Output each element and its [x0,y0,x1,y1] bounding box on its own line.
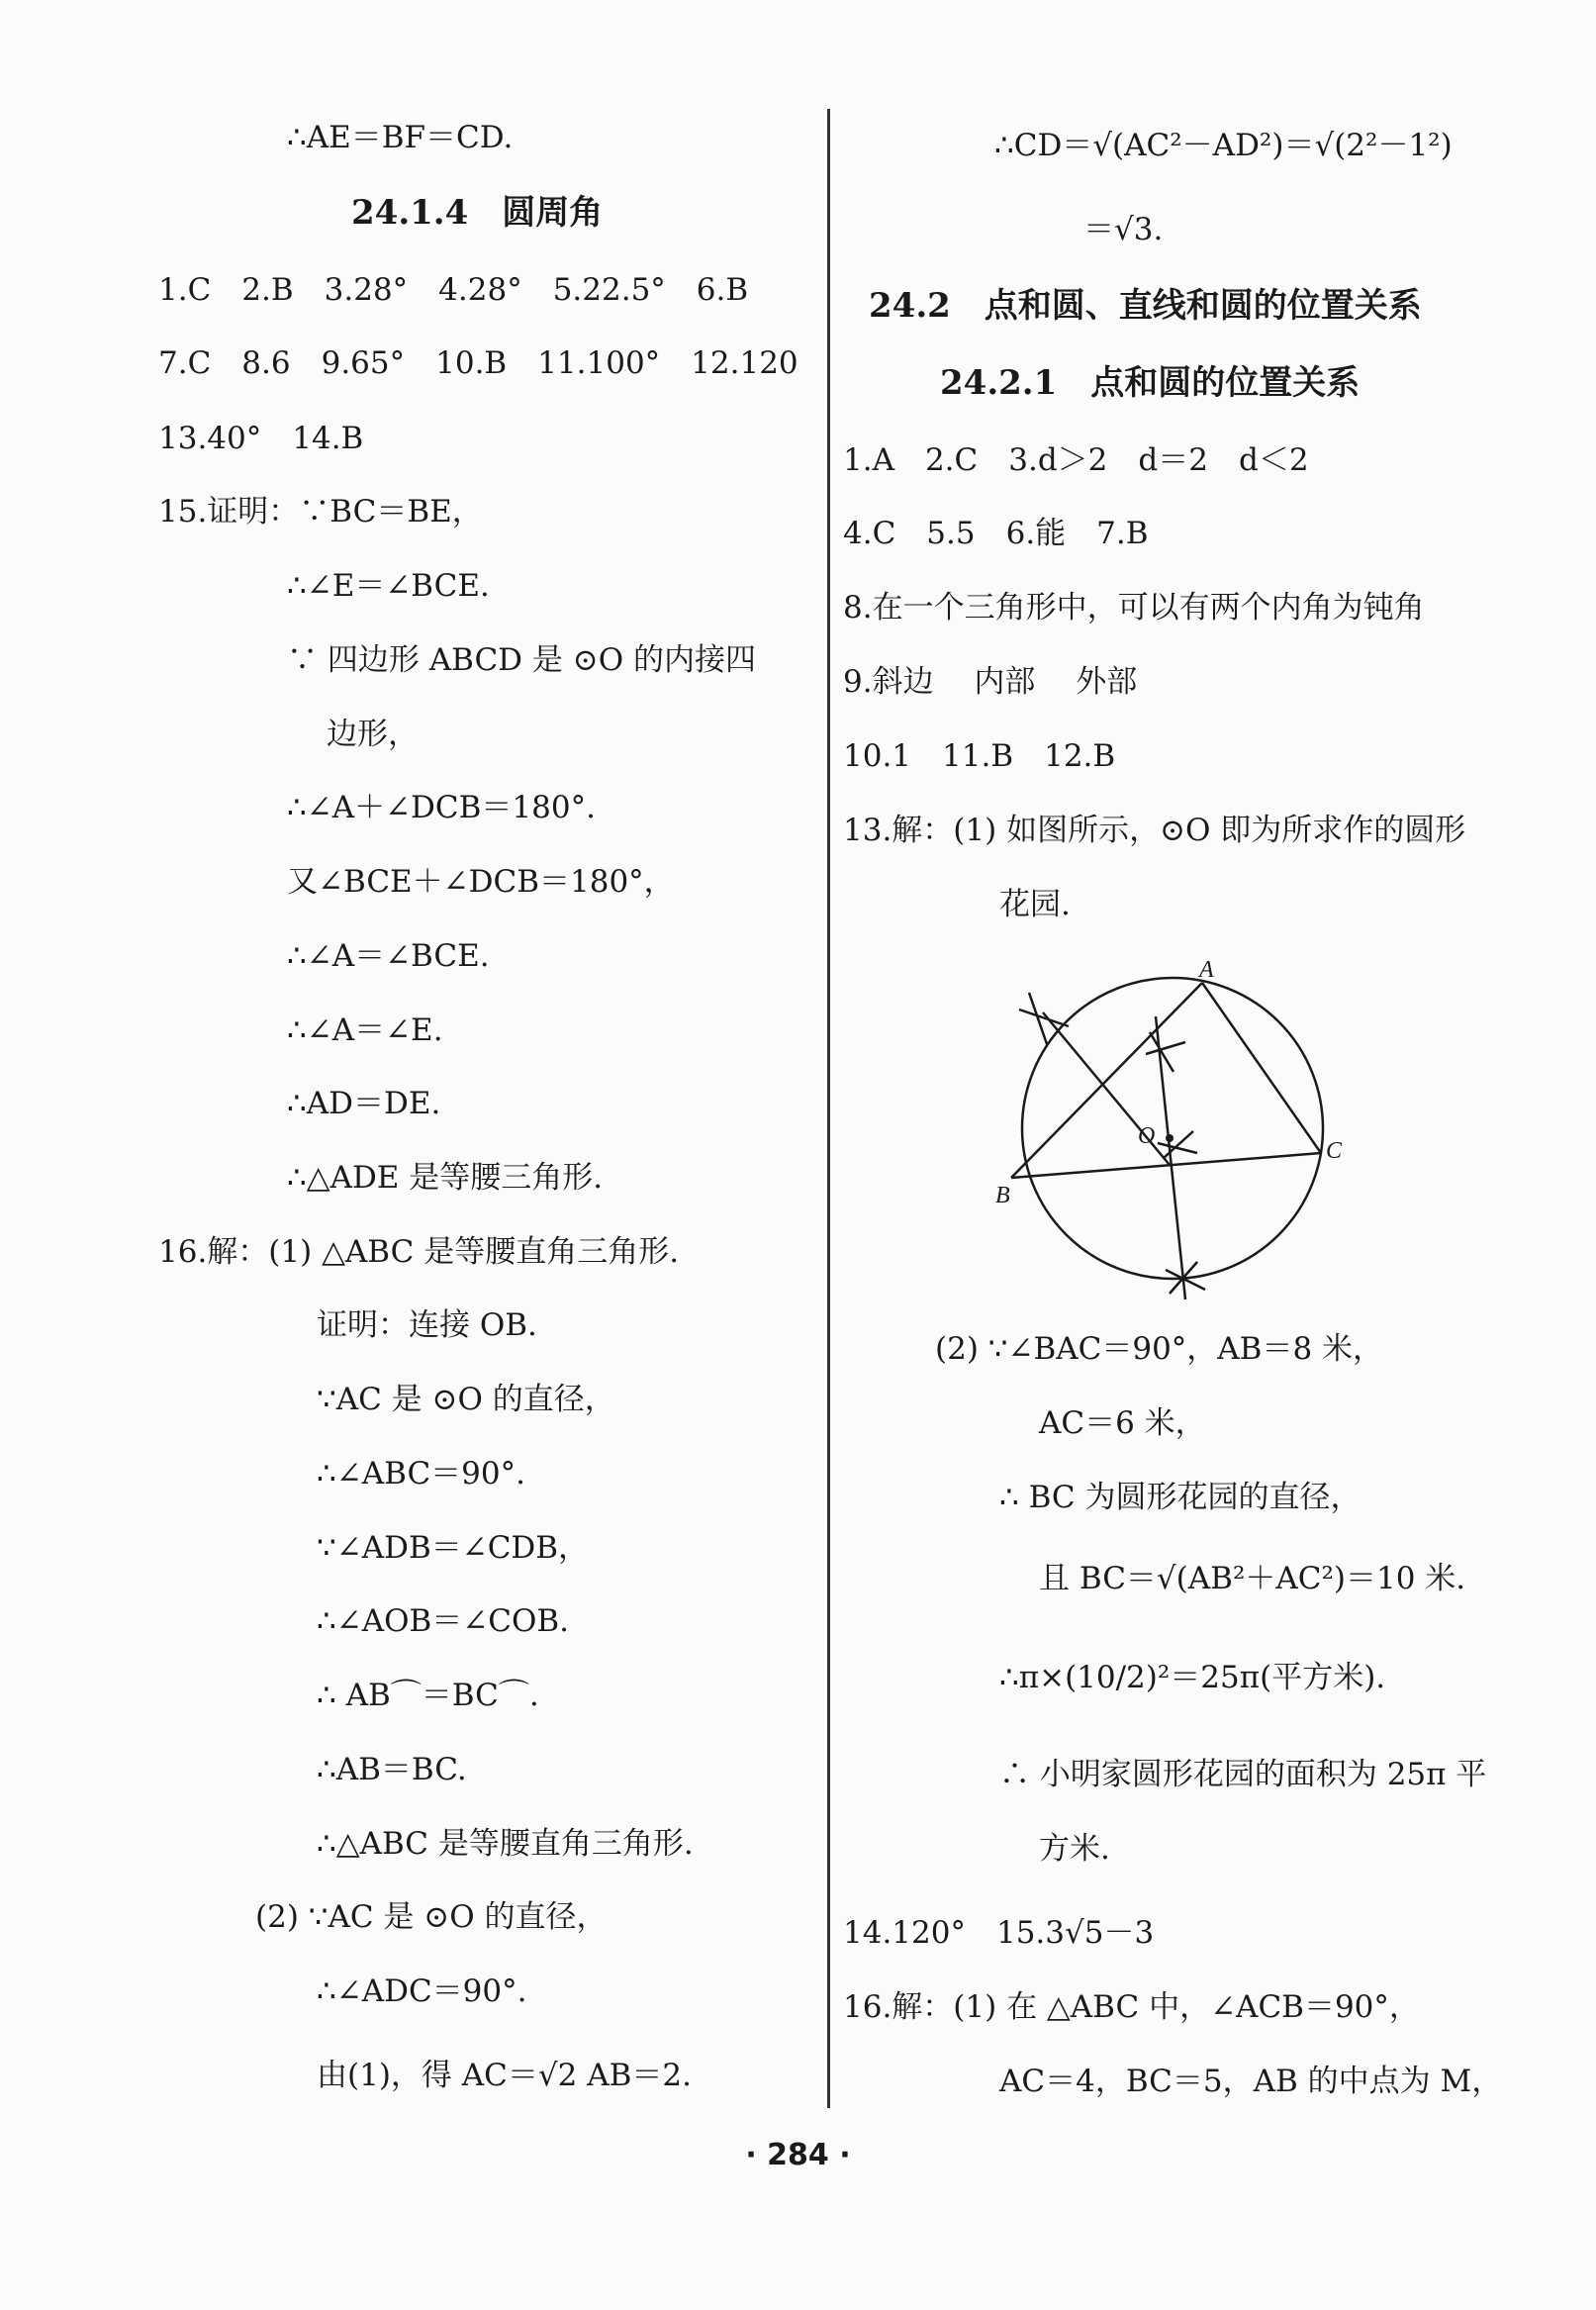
answer-line: 13.40° 14.B [158,421,364,456]
answer-line: 14.120° 15.3√5－3 [843,1915,1155,1951]
text-line: ∵ 四边形 ABCD 是 ⊙O 的内接四 [287,642,756,678]
text-line: ∴∠E＝∠BCE. [287,568,490,604]
text-line: ∴∠ABC＝90°. [317,1456,525,1492]
answer-line: 1.A 2.C 3.d＞2 d＝2 d＜2 [843,442,1309,478]
answer-line: 10.1 11.B 12.B [843,738,1116,774]
text-line: ∴△ADE 是等腰三角形. [287,1160,604,1196]
text-line: ∵AC 是 ⊙O 的直径， [317,1382,615,1417]
text-line: 方米. [1039,1831,1110,1867]
label-b: B [995,1183,1010,1208]
text-line: ＝√3. [1083,212,1164,247]
answer-line: 9.斜边 内部 外部 [843,664,1138,700]
section-title-24-1-4: 24.1.4 圆周角 [351,193,604,233]
text-line: 且 BC＝√(AB²＋AC²)＝10 米. [1039,1561,1466,1596]
arc-mark [1158,1131,1197,1158]
text-line: ∵∠ADB＝∠CDB， [317,1530,590,1566]
circle-construction-figure [995,955,1356,1311]
text-line: 证明：连接 OB. [317,1307,537,1343]
label-c: C [1326,1138,1343,1164]
text-line: 16.解：(1) 在 △ABC 中，∠ACB＝90°， [843,1989,1420,2025]
text-line: (2) ∵∠BAC＝90°，AB＝8 米， [935,1331,1384,1367]
label-a: A [1199,957,1214,983]
text-line: 13.解：(1) 如图所示，⊙O 即为所求作的圆形 [843,813,1466,848]
circle-o [1022,978,1323,1279]
text-line: ∴ AB⌒＝BC⌒. [317,1678,539,1713]
text-line: ∴AB＝BC. [317,1752,467,1787]
arc-mark [1146,1032,1185,1072]
text-line: ∴ 小明家圆形花园的面积为 25π 平 [999,1757,1487,1792]
answer-line: 7.C 8.6 9.65° 10.B 11.100° 12.120 [158,345,798,381]
text-line: 花园. [999,887,1071,922]
text-line: ∴CD＝√(AC²－AD²)＝√(2²－1²) [994,128,1453,163]
text-line: ∴π×(10/2)²＝25π(平方米). [999,1660,1386,1695]
page-number: · 284 · [745,2138,851,2172]
text-line: ∴ BC 为圆形花园的直径， [999,1480,1361,1515]
text-line: 16.解：(1) △ABC 是等腰直角三角形. [158,1234,680,1270]
text-line: ∴AD＝DE. [287,1086,441,1121]
text-line: ∴∠AOB＝∠COB. [317,1603,570,1639]
section-title-24-2-1: 24.2.1 点和圆的位置关系 [940,363,1361,403]
text-line: ∴∠A＝∠BCE. [287,938,490,974]
perpendicular-bisector-bc [1156,1016,1185,1299]
text-line: 边形， [327,717,419,752]
center-point [1166,1134,1174,1142]
text-line: 15.证明：∵BC＝BE， [158,494,483,529]
column-divider [827,109,830,2108]
text-line: 又∠BCE＋∠DCB＝180°， [287,864,675,900]
text-line: AC＝6 米， [1039,1405,1206,1441]
text-line: ∴△ABC 是等腰直角三角形. [317,1826,694,1862]
text-line: ∴∠A＋∠DCB＝180°. [287,790,596,825]
text-line: AC＝4，BC＝5，AB 的中点为 M， [999,2064,1503,2099]
text-line: (2) ∵AC 是 ⊙O 的直径， [255,1899,608,1935]
text-line: ∴∠A＝∠E. [287,1012,443,1048]
label-o: O [1138,1123,1156,1149]
section-title-24-2: 24.2 点和圆、直线和圆的位置关系 [869,286,1422,326]
text-line: ∴AE＝BF＝CD. [287,120,514,155]
text-line: ∴∠ADC＝90°. [317,1973,527,2009]
answer-line: 1.C 2.B 3.28° 4.28° 5.22.5° 6.B [158,272,749,308]
answer-line: 8.在一个三角形中，可以有两个内角为钝角 [843,590,1425,626]
answer-line: 4.C 5.5 6.能 7.B [843,516,1149,551]
text-line: 由(1)，得 AC＝√2 AB＝2. [317,2058,692,2093]
